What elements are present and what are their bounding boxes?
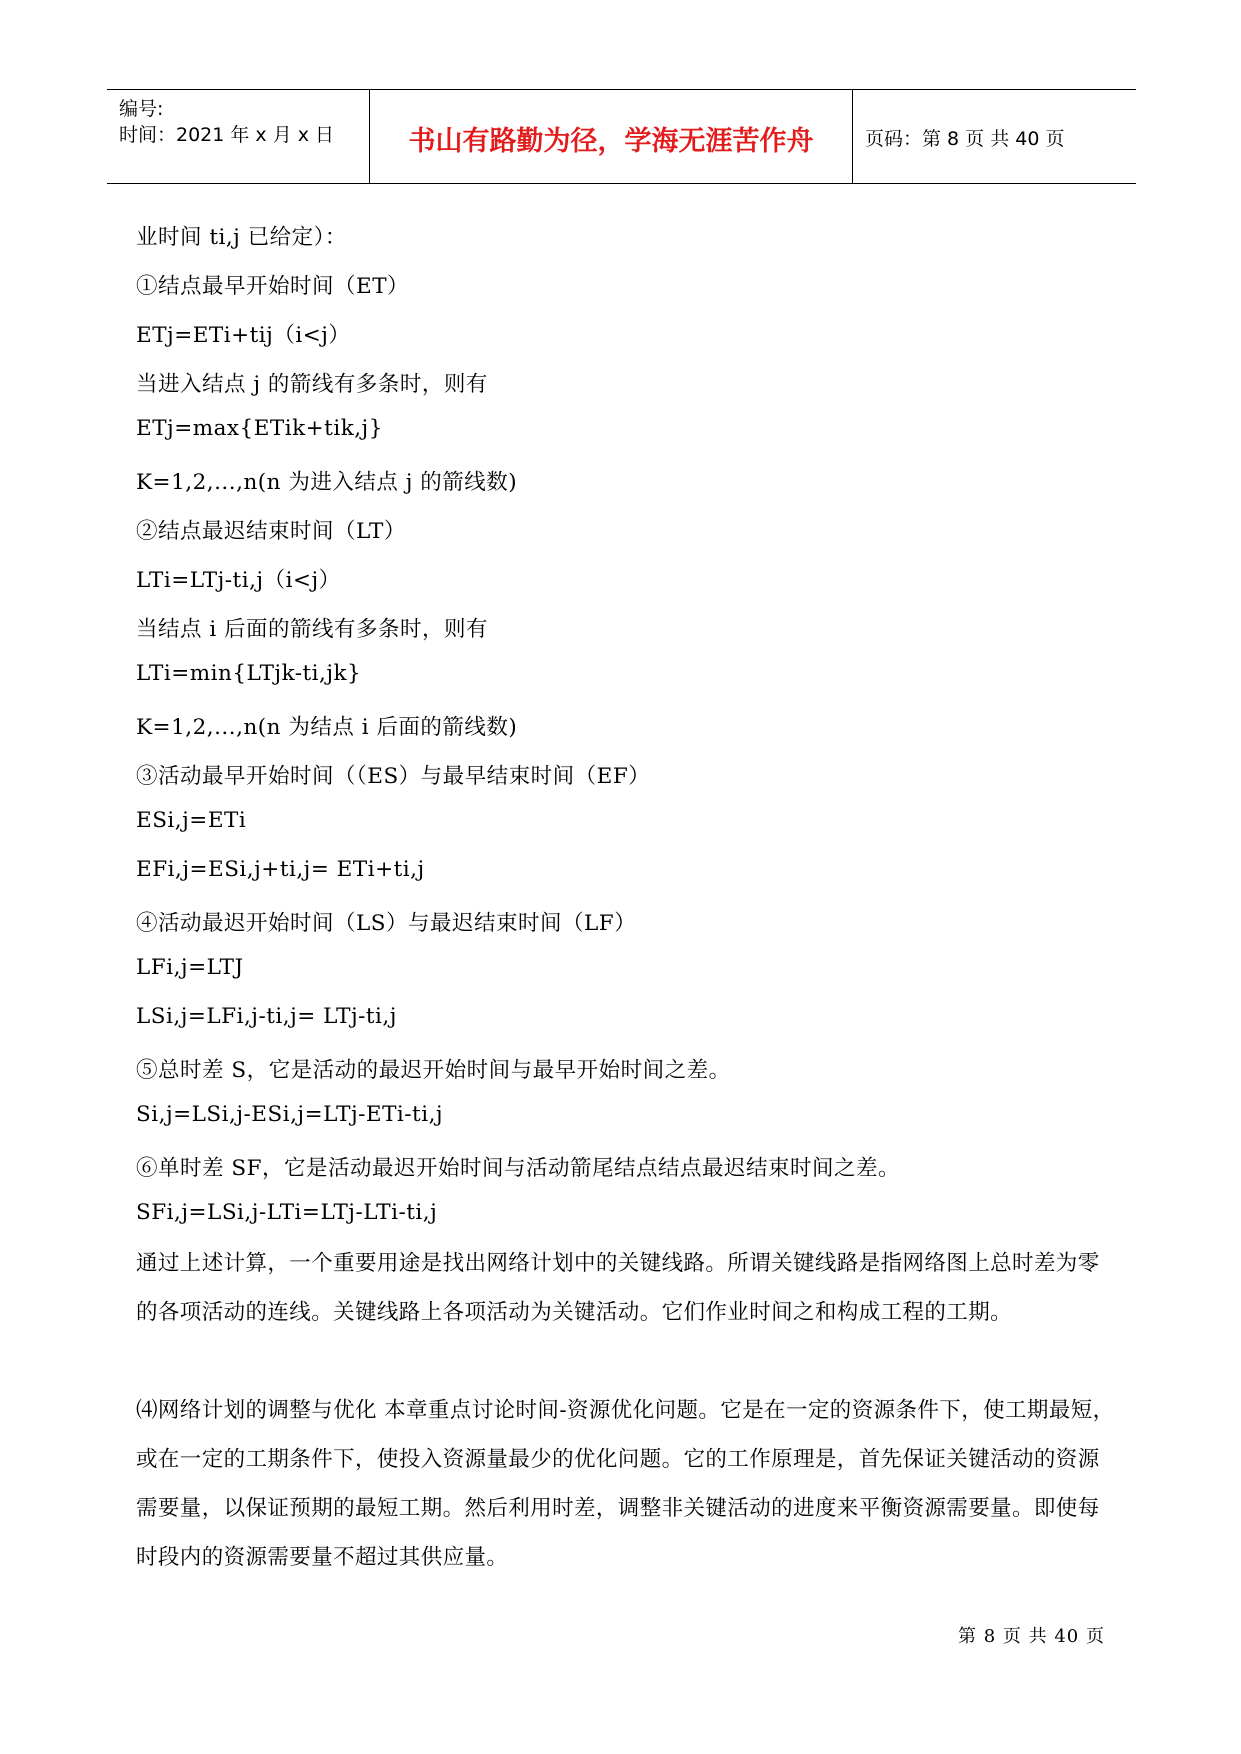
header-motto-cell bbox=[370, 90, 853, 183]
header-page-cell bbox=[853, 90, 1136, 183]
formula-line: EFi,j=ESi,j+ti,j= ETi+ti,j bbox=[136, 857, 425, 882]
text-line: 业时间 ti,j 已给定）： bbox=[136, 225, 347, 250]
formula-line: LFi,j=LTJ bbox=[136, 955, 244, 980]
text-line: 当结点 i 后面的箭线有多条时，则有 bbox=[136, 617, 489, 642]
formula-line: Si,j=LSi,j-ESi,j=LTj-ETi-ti,j bbox=[136, 1102, 444, 1127]
formula-line: SFi,j=LSi,j-LTi=LTj-LTi-ti,j bbox=[136, 1200, 438, 1225]
text-line: ②结点最迟结束时间（LT） bbox=[136, 519, 406, 544]
header-page-number: 页码：第 8 页 共 40 页 bbox=[865, 128, 1065, 150]
text-line: 当进入结点 j 的箭线有多条时，则有 bbox=[136, 372, 488, 397]
formula-line: ETj=max{ETik+tik,j} bbox=[136, 416, 383, 441]
footer-page-number: 第 8 页 共 40 页 bbox=[958, 1626, 1105, 1647]
formula-line: ESi,j=ETi bbox=[136, 808, 247, 833]
motto-text: 书山有路勤为径，学海无涯苦作舟 bbox=[408, 126, 814, 157]
text-line: K=1,2,...,n(n 为结点 i 后面的箭线数) bbox=[136, 715, 518, 740]
serial-label: 编号: bbox=[119, 98, 164, 120]
formula-line: LTi=LTj-ti,j（i<j） bbox=[136, 568, 341, 593]
text-line: ①结点最早开始时间（ET） bbox=[136, 274, 410, 299]
header-info-cell bbox=[107, 90, 370, 183]
paragraph-optimization: ⑷网络计划的调整与优化 本章重点讨论时间-资源优化问题。它是在一定的资源条件下，使工期最短，或在一定的工期条件下，使投入资源量最少的优化问题。它的工作原理是，首先保证关键活动的资源需要量，以保证预期的最短工期。然后利用时差，调整非关键活动的进度来平衡资源需要量。即使每时段内的资源需要量不超过其供应量。 bbox=[136, 1398, 1115, 1570]
paragraph-critical-path: 通过上述计算，一个重要用途是找出网络计划中的关键线路。所谓关键线路是指网络图上总时差为零的各项活动的连线。关键线路上各项活动为关键活动。它们作业时间之和构成工程的工期。 bbox=[136, 1251, 1100, 1325]
text-line: ⑥单时差 SF，它是活动最迟开始时间与活动箭尾结点结点最迟结束时间之差。 bbox=[136, 1156, 900, 1181]
text-line: ⑤总时差 S，它是活动的最迟开始时间与最早开始时间之差。 bbox=[136, 1058, 731, 1083]
text-line: K=1,2,...,n(n 为进入结点 j 的箭线数) bbox=[136, 470, 518, 495]
formula-line: LSi,j=LFi,j-ti,j= LTj-ti,j bbox=[136, 1004, 397, 1029]
formula-line: ETj=ETi+tij（i<j） bbox=[136, 323, 351, 348]
text-line: ③活动最早开始时间（（ES）与最早结束时间（EF） bbox=[136, 764, 651, 789]
time-label: 时间：2021 年 x 月 x 日 bbox=[119, 124, 335, 146]
text-line: ④活动最迟开始时间（LS）与最迟结束时间（LF） bbox=[136, 911, 637, 936]
page-header bbox=[107, 89, 1136, 184]
formula-line: LTi=min{LTjk-ti,jk} bbox=[136, 661, 362, 686]
